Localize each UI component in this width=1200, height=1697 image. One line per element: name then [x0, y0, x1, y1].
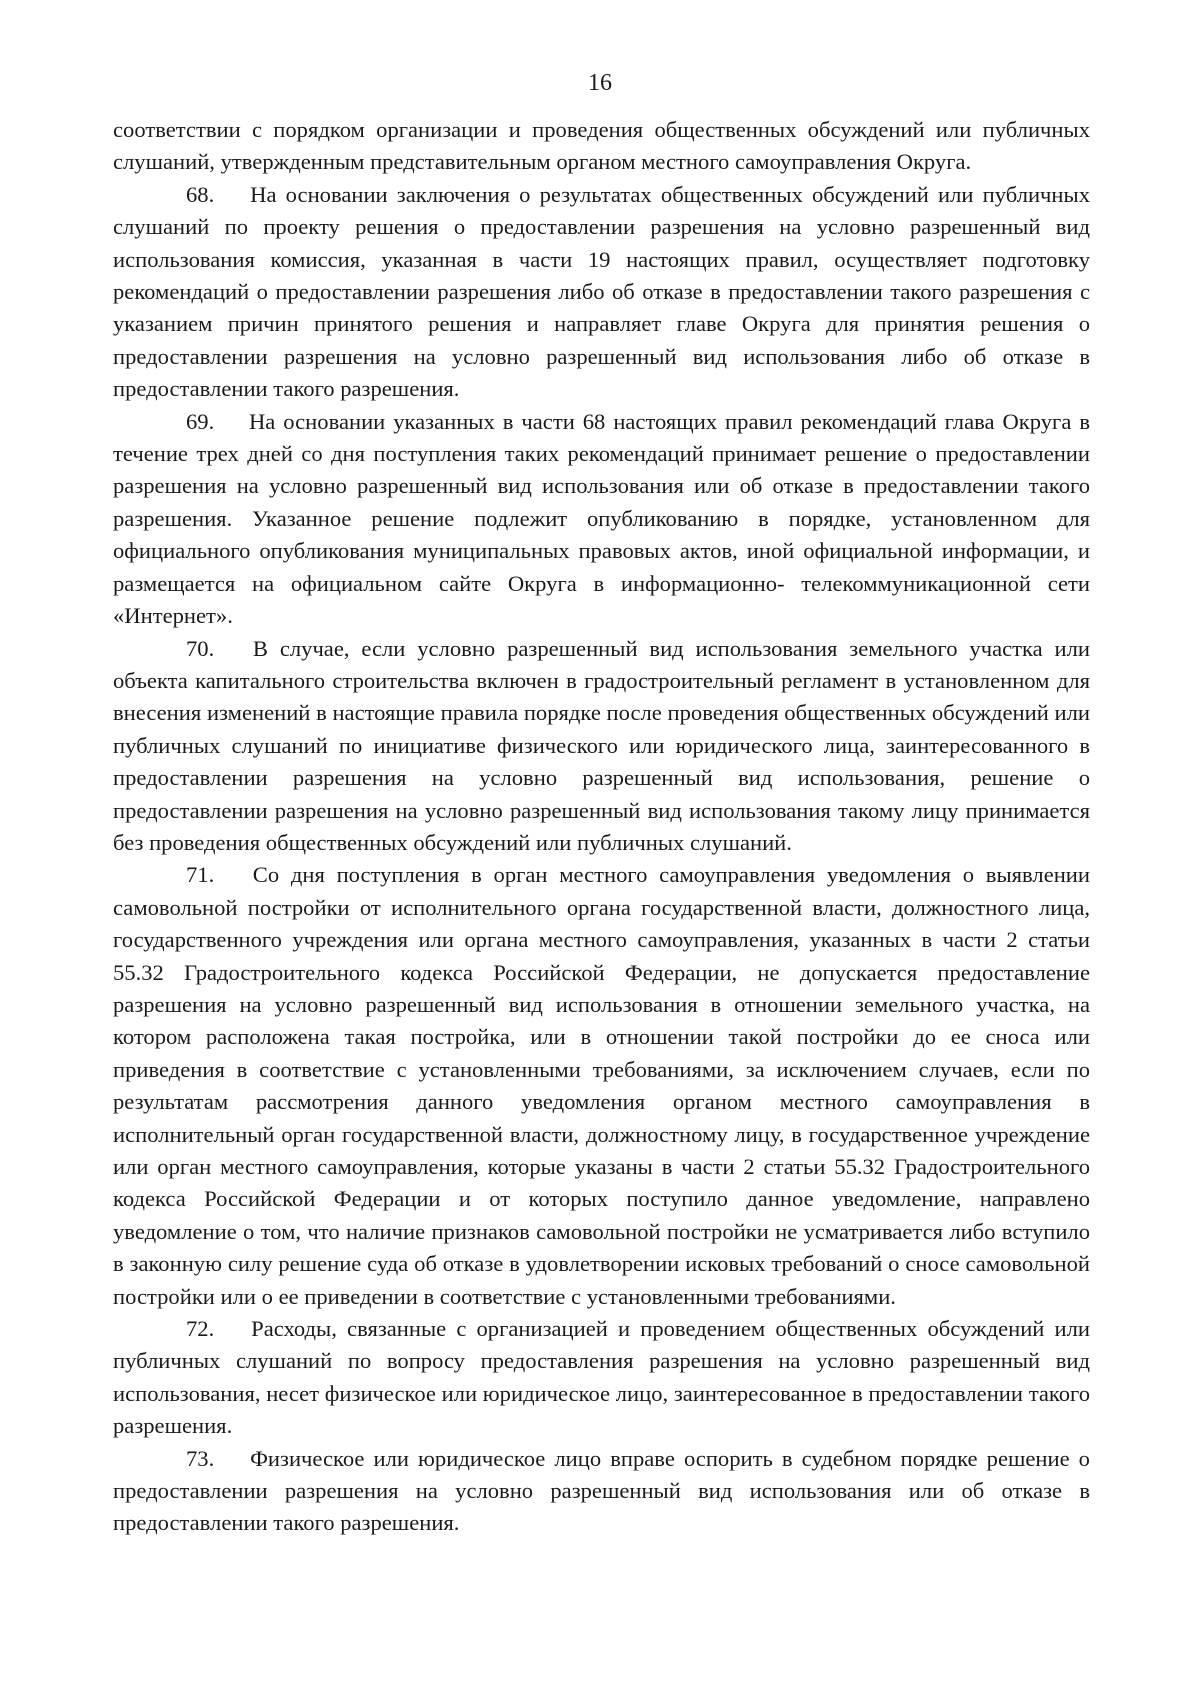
- paragraph-71: [113, 859, 1090, 1313]
- paragraph-text: Физическое или юридическое лицо вправе оспорить в судебном порядке решение о предоставлении разрешения на условно разрешенный вид использования или об отказе в предоставлении такого разрешения.: [113, 1445, 1090, 1536]
- paragraph-number: 71.: [186, 862, 215, 888]
- paragraph-68: [113, 179, 1090, 406]
- paragraph-text: Расходы, связанные с организацией и проведением общественных обсуждений или публичных слушаний по вопросу предоставления разрешения на условно разрешенный вид использования, несет физическое или юридическое лицо, заинтересованное в предоставлении такого разрешения.: [113, 1316, 1090, 1439]
- paragraph-text: На основании заключения о результатах общественных обсуждений или публичных слушаний по проекту решения о предоставлении разрешения на условно разрешенный вид использования комиссия, указанная в части 19 настоящих правил, осуществляет подготовку рекомендаций о предоставлении разрешения либо об отказе в предоставлении такого разрешения с указанием причин принятого решения и направляет главе Округа для принятия решения о предоставлении разрешения на условно разрешенный вид использования либо об отказе в предоставлении такого разрешения.: [113, 181, 1090, 402]
- paragraph-69: [113, 406, 1090, 633]
- paragraph-72: [113, 1313, 1090, 1443]
- paragraph-text: соответствии с порядком организации и проведения общественных обсуждений или публичных слушаний, утвержденным представительным органом местного самоуправления Округа.: [113, 117, 1090, 175]
- paragraph-text: На основании указанных в части 68 настоящих правил рекомендаций глава Округа в течение трех дней со дня поступления таких рекомендаций принимает решение о предоставлении разрешения на условно разрешенный вид использования или об отказе в предоставлении такого разрешения. Указанное решение подлежит опубликованию в порядке, установленном для официального опубликования муниципальных правовых актов, иной официальной информации, и размещается на официальном сайте Округа в информационно- телекоммуникационной сети «Интернет».: [113, 408, 1090, 629]
- paragraph-73: [113, 1443, 1090, 1540]
- paragraph-number: 70.: [186, 635, 215, 661]
- paragraph-text: В случае, если условно разрешенный вид использования земельного участка или объекта капитального строительства включен в градостроительный регламент в установленном для внесения изменений в настоящие правила порядке после проведения общественных обсуждений или публичных слушаний по инициативе физического или юридического лица, заинтересованного в предоставлении разрешения на условно разрешенный вид использования, решение о предоставлении разрешения на условно разрешенный вид использования такому лицу принимается без проведения общественных обсуждений или публичных слушаний.: [113, 635, 1091, 855]
- paragraph-text: Со дня поступления в орган местного самоуправления уведомления о выявлении самовольной постройки от исполнительного органа государственной власти, должностного лица, государственного учреждения или органа местного самоуправления, указанных в части 2 статьи 55.32 Градостроительного кодекса Российской Федерации, не допускается предоставление разрешения на условно разрешенный вид использования в отношении земельного участка, на котором расположена такая постройка, или в отношении такой постройки до ее сноса или приведения в соответствие с установленными требованиями, за исключением случаев, если по результатам рассмотрения данного уведомления органом местного самоуправления в исполнительный орган государственной власти, должностному лицу, в государственное учреждение или орган местного самоуправления, которые указаны в части 2 статьи 55.32 Градостроительного кодекса Российской Федерации и от которых поступило данное уведомление, направлено уведомление о том, что наличие признаков самовольной постройки не усматривается либо вступило в законную силу решение суда об отказе в удовлетворении исковых требований о сносе самовольной постройки или о ее приведении в соответствие с установленными требованиями.: [113, 862, 1090, 1309]
- paragraph-number: 69.: [186, 408, 215, 434]
- paragraph-number: 73.: [186, 1445, 215, 1471]
- document-body: [113, 114, 1090, 1540]
- paragraph-continuation: [113, 114, 1090, 179]
- paragraph-70: [113, 633, 1090, 860]
- paragraph-number: 72.: [186, 1316, 215, 1342]
- page-number: 16: [588, 70, 612, 96]
- paragraph-number: 68.: [186, 181, 215, 207]
